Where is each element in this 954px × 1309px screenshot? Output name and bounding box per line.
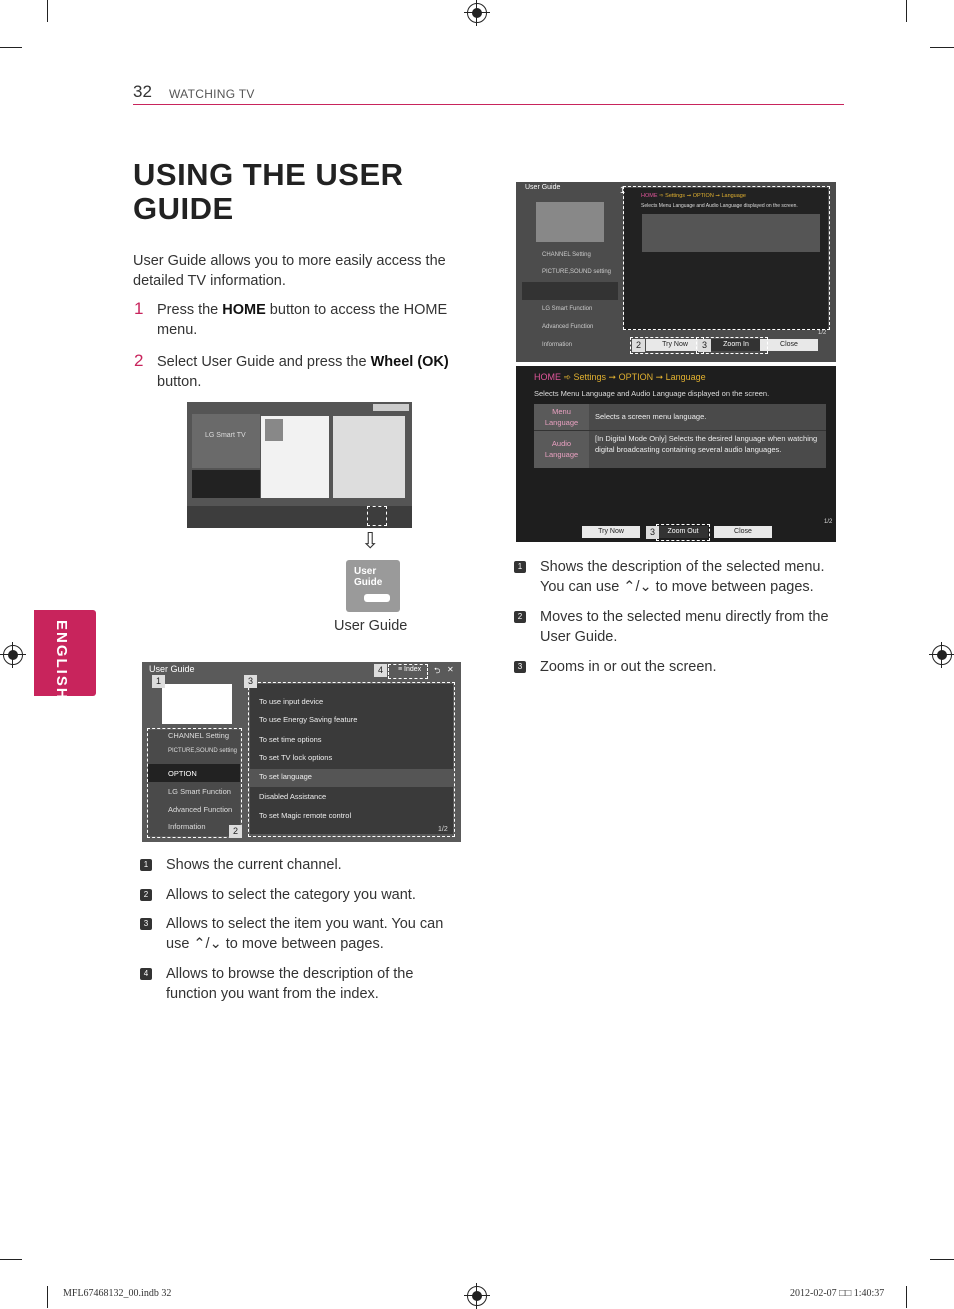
guide-item[interactable]: To set Magic remote control bbox=[259, 811, 352, 820]
page-indicator: 1/2 bbox=[438, 826, 448, 833]
callout-3: 3 bbox=[244, 675, 257, 688]
page-number: 32 bbox=[133, 82, 152, 101]
list-item: 2 Moves to the selected menu directly from the User Guide. bbox=[540, 607, 842, 647]
list-item: 3 Zooms in or out the screen. bbox=[540, 657, 842, 677]
close-icon[interactable]: ✕ bbox=[447, 665, 454, 674]
user-guide-screenshot bbox=[142, 662, 461, 842]
try-now-button[interactable]: Try Now bbox=[646, 339, 704, 351]
list-item: 2 Allows to select the category you want. bbox=[166, 885, 466, 905]
category-item[interactable]: CHANNEL Setting bbox=[168, 731, 229, 740]
description-screenshot: User Guide CHANNEL Setting PICTURE,SOUND setting LG Smart Function Advanced Function Information HOME ➾ Settings ➞ OPTION ➞ Language Selects Menu Language and Audio Language displayed on the screen. 1/2 Try Now Zoom In Close 1 2 3 bbox=[516, 182, 836, 362]
guide-item[interactable]: To set language bbox=[259, 772, 312, 781]
category-item[interactable]: Information bbox=[168, 822, 206, 831]
category-item[interactable]: LG Smart Function bbox=[168, 787, 231, 796]
footer-date: 2012-02-07 □□ 1:40:37 bbox=[790, 1288, 885, 1299]
step-text: Select User Guide and press the Wheel (OK) button. bbox=[157, 354, 449, 390]
user-guide-caption: User Guide bbox=[334, 618, 408, 634]
guide-item[interactable]: To use input device bbox=[259, 697, 324, 706]
crop-mark bbox=[930, 1259, 954, 1260]
list-item: 1 Shows the current channel. bbox=[166, 855, 466, 875]
section-title: WATCHING TV bbox=[169, 87, 255, 101]
back-icon[interactable]: ⮌ bbox=[434, 666, 441, 675]
close-button[interactable]: Close bbox=[760, 339, 818, 351]
zoom-out-button[interactable]: Zoom Out bbox=[658, 526, 708, 538]
list-item: 1 Shows the description of the selected menu. You can use ⌃/⌄ to move between pages. bbox=[540, 557, 842, 597]
zoomed-description-screenshot: HOME ➾ Settings ➞ OPTION ➞ Language Selects Menu Language and Audio Language displayed on the screen. Menu Language Selects a screen menu language. Audio Language [In Digital Mode Only] Selects the desired language when watching digital broadcasting containing several audio languages. 1/2 Try Now Zoom Out Close 3 bbox=[516, 366, 836, 542]
footer-file: MFL67468132_00.indb 32 bbox=[63, 1288, 172, 1299]
step-number: 1 bbox=[134, 299, 144, 318]
category-item[interactable]: Advanced Function bbox=[168, 805, 233, 814]
guide-item[interactable]: To set TV lock options bbox=[259, 753, 333, 762]
list-item: 4 Allows to browse the description of the function you want from the index. bbox=[166, 964, 456, 1004]
guide-item[interactable]: Disabled Assistance bbox=[259, 792, 327, 801]
language-tab: ENGLISH bbox=[34, 610, 96, 696]
crop-mark bbox=[906, 1286, 907, 1308]
registration-mark-icon bbox=[3, 645, 23, 665]
down-arrow-icon: ⇩ bbox=[361, 528, 380, 553]
crop-mark bbox=[47, 0, 48, 22]
header-rule bbox=[133, 104, 844, 105]
category-item[interactable]: PICTURE,SOUND setting bbox=[168, 748, 238, 754]
registration-mark-icon bbox=[467, 3, 487, 23]
crop-mark bbox=[47, 1286, 48, 1308]
crop-mark bbox=[906, 0, 907, 22]
user-guide-tile[interactable] bbox=[265, 419, 283, 441]
guide-item[interactable]: To set time options bbox=[259, 735, 322, 744]
registration-mark-icon bbox=[467, 1286, 487, 1306]
crop-mark bbox=[0, 47, 22, 48]
try-now-button[interactable]: Try Now bbox=[582, 526, 640, 538]
crop-mark bbox=[930, 47, 954, 48]
guide-title: User Guide bbox=[149, 664, 195, 674]
category-item[interactable]: OPTION bbox=[168, 769, 197, 778]
close-button[interactable]: Close bbox=[714, 526, 772, 538]
guide-item[interactable]: To use Energy Saving feature bbox=[259, 715, 358, 724]
page-title: USING THE USER GUIDE bbox=[133, 157, 404, 226]
crop-mark bbox=[0, 1259, 22, 1260]
step-number: 2 bbox=[134, 351, 144, 370]
registration-mark-icon bbox=[932, 645, 952, 665]
step-text: Press the HOME button to access the HOME menu. bbox=[157, 302, 448, 338]
callout-2: 2 bbox=[229, 825, 242, 838]
zoom-in-button[interactable]: Zoom In bbox=[710, 339, 762, 351]
intro-paragraph: User Guide allows you to more easily access the detailed TV information. bbox=[133, 253, 446, 289]
home-logo: LG Smart TV bbox=[205, 432, 246, 439]
home-screen-screenshot bbox=[187, 402, 412, 528]
callout-1: 1 bbox=[152, 675, 165, 688]
index-button[interactable]: ≡ Index bbox=[398, 666, 422, 673]
callout-4: 4 bbox=[374, 664, 387, 677]
user-guide-icon: User Guide bbox=[346, 560, 400, 612]
list-item: 3 Allows to select the item you want. You can use ⌃/⌄ to move between pages. bbox=[166, 914, 462, 954]
breadcrumb: HOME ➾ Settings ➞ OPTION ➞ Language bbox=[534, 372, 706, 382]
